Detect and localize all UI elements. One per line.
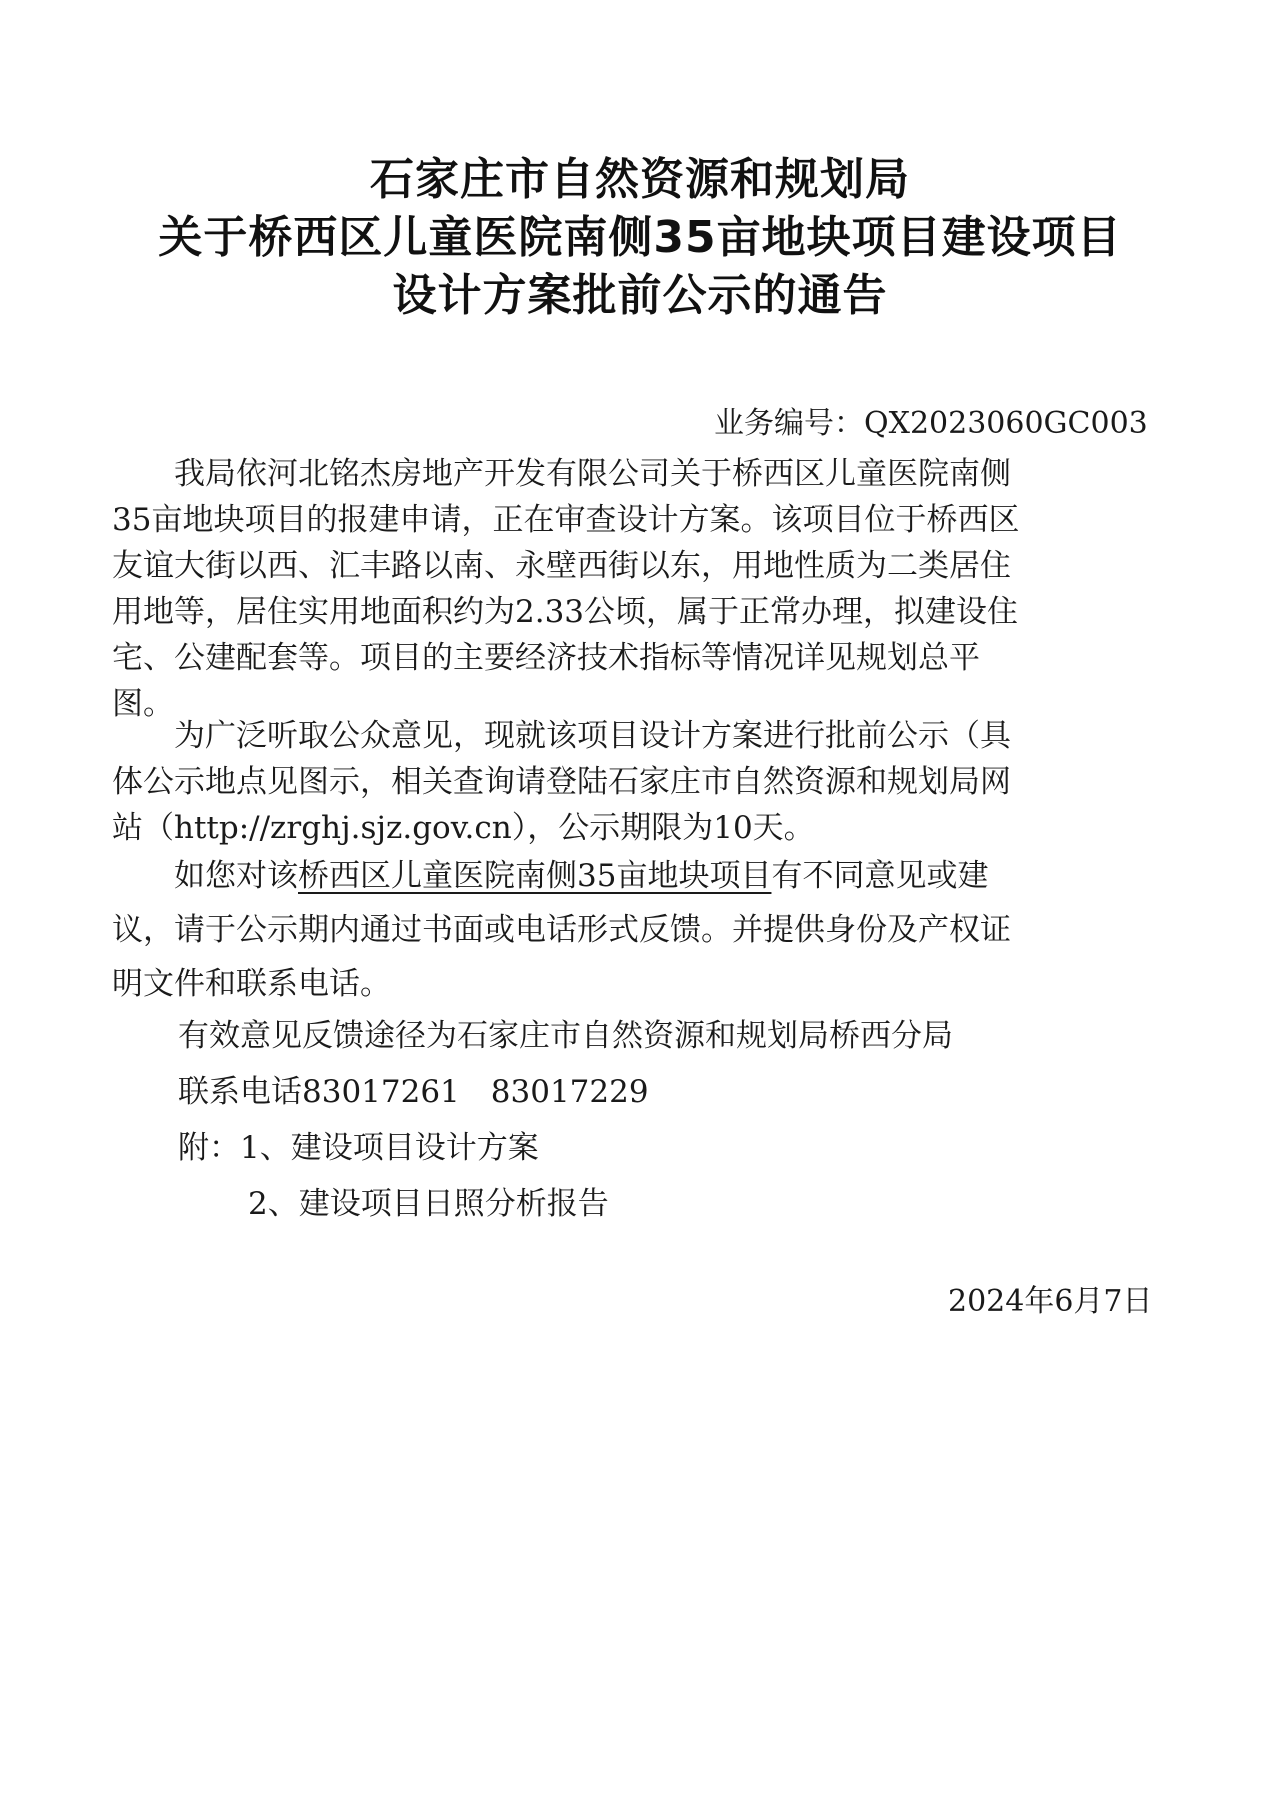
- paragraph-2-line: 体公示地点见图示，相关查询请登陆石家庄市自然资源和规划局网: [112, 764, 1011, 800]
- paragraph-1-line: 友谊大街以西、汇丰路以南、永壁西街以东，用地性质为二类居住: [112, 548, 1011, 584]
- feedback-channel: 有效意见反馈途径为石家庄市自然资源和规划局桥西分局: [178, 1018, 953, 1054]
- business-number: 业务编号：QX2023060GC003: [714, 406, 1148, 441]
- paragraph-3-prefix: 如您对该: [112, 858, 298, 894]
- paragraph-1-line: 宅、公建配套等。项目的主要经济技术指标等情况详见规划总平: [112, 640, 980, 676]
- contact-phone: 联系电话83017261 83017229: [178, 1074, 649, 1110]
- paragraph-3-suffix: 有不同意见或建: [771, 858, 989, 894]
- paragraph-3-line-3: 明文件和联系电话。: [112, 966, 391, 1002]
- paragraph-3-line-1: [112, 850, 988, 895]
- paragraph-2-line: 为广泛听取公众意见，现就该项目设计方案进行批前公示（具: [112, 718, 1011, 754]
- paragraph-1-line: 用地等，居住实用地面积约为2.33公顷，属于正常办理，拟建设住: [112, 594, 1019, 630]
- title-line-3: 设计方案批前公示的通告: [392, 270, 888, 321]
- project-name-underlined: 桥西区儿童医院南侧35亩地块项目: [298, 858, 772, 894]
- paragraph-1-line: 我局依河北铭杰房地产开发有限公司关于桥西区儿童医院南侧: [112, 456, 1011, 492]
- paragraph-1-line: 35亩地块项目的报建申请，正在审查设计方案。该项目位于桥西区: [112, 502, 1020, 538]
- title-line-2: 关于桥西区儿童医院南侧35亩地块项目建设项目: [158, 212, 1122, 263]
- paragraph-3-line-2: 议，请于公示期内通过书面或电话形式反馈。并提供身份及产权证: [112, 912, 1011, 948]
- attachment-item-1: 附：1、建设项目设计方案: [178, 1130, 539, 1166]
- title-line-1: 石家庄市自然资源和规划局: [370, 154, 910, 205]
- paragraph-2-line: 站（http://zrghj.sjz.gov.cn），公示期限为10天。: [112, 810, 815, 846]
- paragraph-1-line: 图。: [112, 686, 174, 722]
- issue-date: 2024年6月7日: [948, 1284, 1153, 1319]
- attachment-item-2: 2、建设项目日照分析报告: [248, 1186, 609, 1222]
